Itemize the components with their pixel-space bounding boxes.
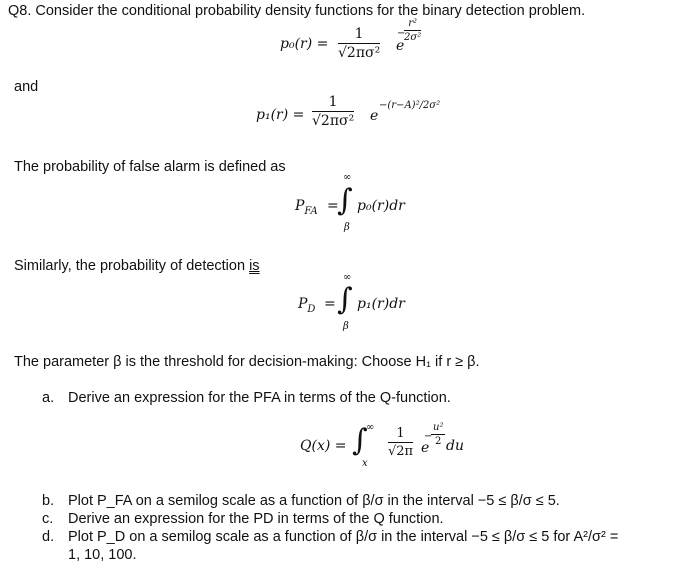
q-lower-limit: x <box>362 458 368 469</box>
task-d-text: Plot P_D on a semilog scale as a function of β/σ in the interval −5 ≤ β/σ ≤ 5 for A²/σ² = <box>68 529 619 545</box>
q-du: du <box>446 438 464 454</box>
q-exp-base: e <box>421 440 430 456</box>
q-lhs: Q(x) = <box>300 438 347 454</box>
task-b-text: Plot P_FA on a semilog scale as a function of β/σ in the interval −5 ≤ β/σ ≤ 5. <box>68 493 560 509</box>
pd-lower-limit: β <box>343 321 349 332</box>
p0-den: √2πσ² <box>338 45 381 61</box>
pfa-lhs: $P_{FA}$ <box>295 198 318 217</box>
p0-lhs: p₀(r) = <box>280 36 329 52</box>
q-function-equation <box>300 420 480 480</box>
pfa-upper-limit: ∞ <box>343 172 352 183</box>
task-d-continuation: 1, 10, 100. <box>68 547 137 563</box>
task-c-letter: c. <box>42 511 54 527</box>
q-integral-sign: ∫ <box>352 423 368 458</box>
p0-exp-num: r² <box>404 18 421 31</box>
pfa-eq: = <box>327 198 339 214</box>
task-d <box>42 529 618 545</box>
task-c <box>42 511 444 527</box>
task-a-letter: a. <box>42 390 55 406</box>
q-exp-num: u² <box>433 422 444 433</box>
pd-integrand: p₁(r)dr <box>357 296 405 312</box>
pfa-lower-limit: β <box>344 222 350 233</box>
q-exp-fraction: − u² 2 <box>424 422 444 447</box>
pfa-integral-sign: ∫ <box>337 183 353 218</box>
pd-integral-sign: ∫ <box>337 282 353 317</box>
pfa-equation <box>295 172 425 232</box>
p1-den: √2πσ² <box>312 113 355 129</box>
task-b-letter: b. <box>42 493 55 509</box>
pd-lhs: $P_D$ <box>298 296 316 315</box>
pfa-intro: The probability of false alarm is defined as <box>14 159 286 175</box>
q-den: √2π <box>388 444 414 459</box>
p0-num: 1 <box>338 26 380 44</box>
task-d-letter: d. <box>42 529 55 545</box>
pd-eq: = <box>324 296 336 312</box>
task-c-text: Derive an expression for the PD in terms of the Q function. <box>68 511 444 527</box>
p0-exp-den: 2σ² <box>404 32 422 43</box>
pd-intro-is: is <box>249 258 260 274</box>
pd-upper-limit: ∞ <box>343 272 352 283</box>
and-text: and <box>14 79 39 95</box>
q-upper-limit: ∞ <box>366 422 375 433</box>
question-title: Q8. Consider the conditional probability density functions for the binary detection problem. <box>8 3 586 19</box>
pd-equation <box>298 272 428 332</box>
q-exp-den: 2 <box>435 436 442 447</box>
q-num: 1 <box>388 426 413 443</box>
task-a <box>42 390 451 406</box>
p1-exp-base: e <box>370 108 379 124</box>
p1-fraction <box>312 94 354 129</box>
threshold-text: The parameter β is the threshold for decision-making: Choose H₁ if r ≥ β. <box>14 354 480 370</box>
pfa-integrand: p₀(r)dr <box>357 198 405 214</box>
p0-fraction <box>338 26 380 61</box>
pd-intro: Similarly, the probability of detection is <box>14 258 260 274</box>
p0-exp-fraction: − r² 2σ² <box>397 18 422 43</box>
p1-num: 1 <box>312 94 354 112</box>
p1-exp-sup: −(r−A)²/2σ² <box>379 100 441 111</box>
task-b <box>42 493 560 509</box>
task-a-text: Derive an expression for the PFA in terms of the Q-function. <box>68 390 451 406</box>
q-fraction <box>388 426 413 459</box>
p1-lhs: p₁(r) = <box>256 107 305 123</box>
p0-exp-base: e <box>396 38 405 54</box>
